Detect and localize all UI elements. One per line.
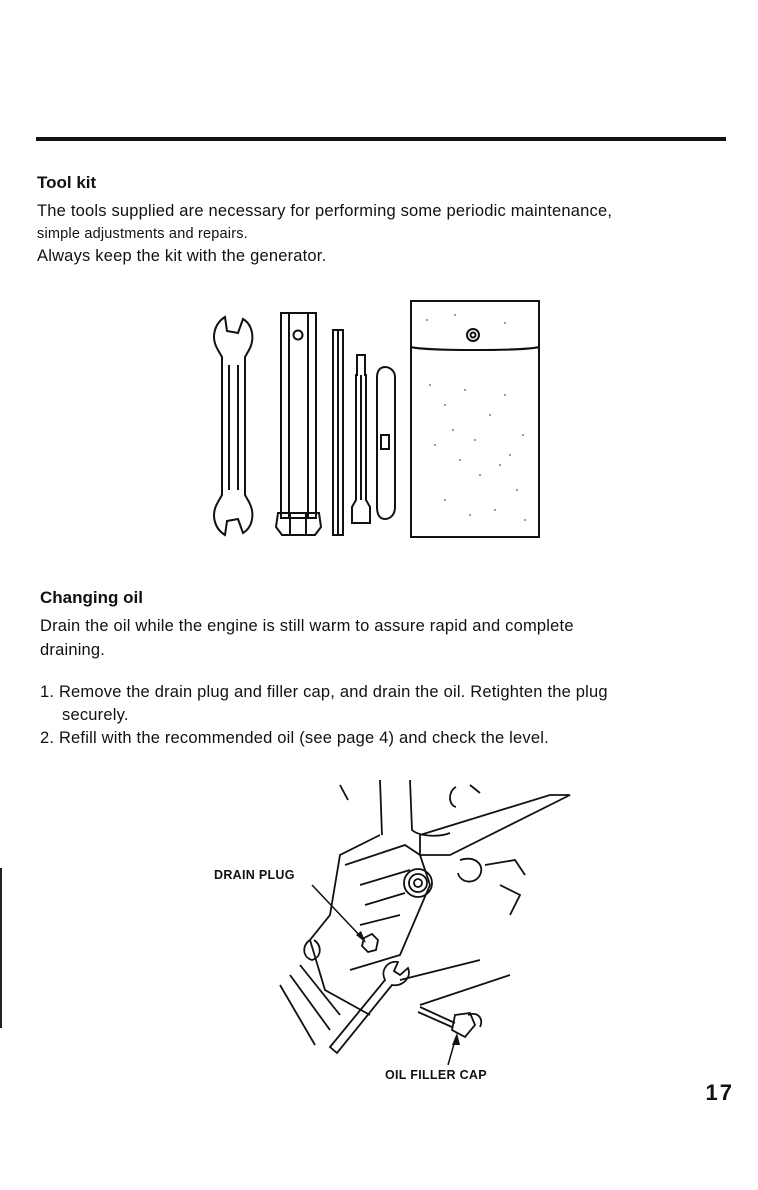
oil-drain-illustration [270,775,590,1065]
tool-kit-illustration [205,295,550,545]
left-edge-line [0,868,2,1028]
oil-filler-cap-label: OIL FILLER CAP [385,1068,487,1082]
drain-plug-icon [404,869,432,897]
handle-bar-icon [333,330,343,535]
page-number: 17 [705,1080,734,1105]
wrench-icon [214,317,252,535]
socket-wrench-icon [276,313,321,535]
changing-oil-intro-line2: draining. [40,641,106,659]
tool-kit-text-line1: The tools supplied are necessary for performing some periodic maintenance, [37,202,613,220]
step2: 2. Refill with the recommended oil (see page 4) and check the level. [40,729,549,747]
step1-line2: securely. [62,706,129,724]
screwdriver-icon [352,355,395,523]
changing-oil-intro-line1: Drain the oil while the engine is still warm to assure rapid and complete [40,617,574,635]
top-rule [36,137,726,141]
tool-kit-text-line2: simple adjustments and repairs. [37,226,248,242]
oil-filler-cap-icon [418,1007,481,1037]
wrench-tool-icon [330,962,409,1053]
engine-icon [280,780,570,1045]
drain-plug-leader-line [312,885,364,940]
tool-bag-icon [411,301,539,537]
changing-oil-heading: Changing oil [40,588,143,607]
tool-kit-text-line3: Always keep the kit with the generator. [37,247,327,265]
tool-kit-heading: Tool kit [37,173,97,192]
step1-line1: 1. Remove the drain plug and filler cap, and drain the oil. Retighten the plug [40,683,608,701]
drain-plug-label: DRAIN PLUG [214,868,295,882]
bolt-icon [362,934,378,952]
